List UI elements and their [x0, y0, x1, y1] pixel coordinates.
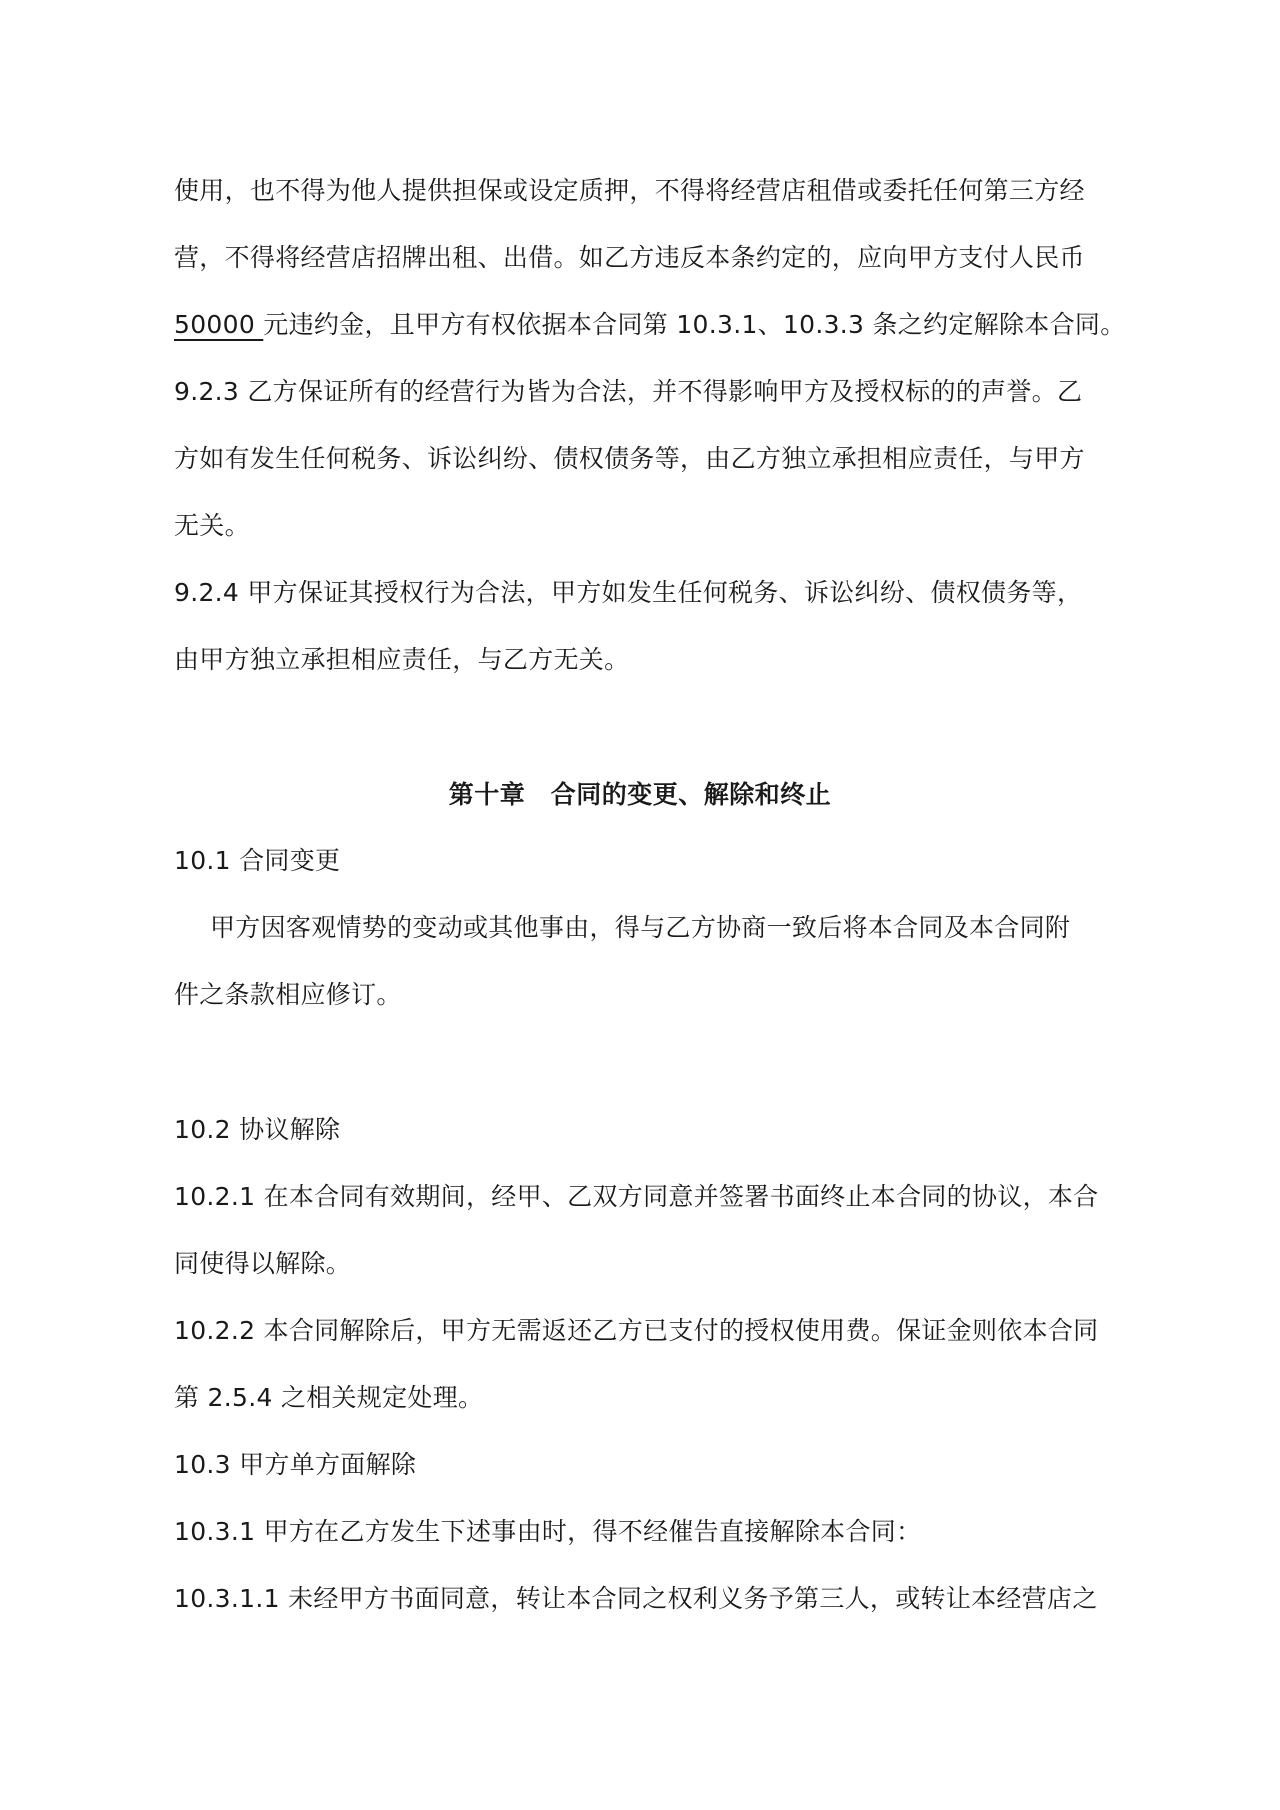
clause-9-2-3-line: 无关。 — [174, 511, 250, 540]
clause-9-2-3-line: 9.2.3 乙方保证所有的经营行为皆为合法，并不得影响甲方及授权标的的声誉。乙 — [174, 377, 1083, 406]
clause-9-2-3-line: 方如有发生任何税务、诉讼纠纷、债权债务等，由乙方独立承担相应责任，与甲方 — [174, 444, 1085, 473]
penalty-clause-rest: 元违约金，且甲方有权依据本合同第 10.3.1、10.3.3 条之约定解除本合同。 — [263, 310, 1126, 339]
clause-10-3-1-line: 10.3.1 甲方在乙方发生下述事由时，得不经催告直接解除本合同： — [174, 1517, 922, 1546]
clause-10-2-1-line: 10.2.1 在本合同有效期间，经甲、乙双方同意并签署书面终止本合同的协议，本合 — [174, 1182, 1099, 1211]
clause-text-line: 营，不得将经营店招牌出租、出借。如乙方违反本条约定的，应向甲方支付人民币 — [174, 243, 1085, 272]
section-10-1-title: 10.1 合同变更 — [174, 846, 341, 875]
section-10-3-title: 10.3 甲方单方面解除 — [174, 1450, 417, 1479]
section-10-1-text: 件之条款相应修订。 — [174, 980, 402, 1009]
clause-10-3-1-1-line: 10.3.1.1 未经甲方书面同意，转让本合同之权利义务予第三人，或转让本经营店之 — [174, 1584, 1098, 1613]
section-10-2-title: 10.2 协议解除 — [174, 1115, 341, 1144]
clause-9-2-4-line: 9.2.4 甲方保证其授权行为合法，甲方如发生任何税务、诉讼纠纷、债权债务等， — [174, 578, 1083, 607]
section-10-1-text: 甲方因客观情势的变动或其他事由，得与乙方协商一致后将本合同及本合同附 — [210, 913, 1071, 942]
clause-10-2-1-line: 同使得以解除。 — [174, 1249, 352, 1278]
clause-10-2-2-line: 第 2.5.4 之相关规定处理。 — [174, 1383, 484, 1412]
clause-10-2-2-line: 10.2.2 本合同解除后，甲方无需返还乙方已支付的授权使用费。保证金则依本合同 — [174, 1316, 1099, 1345]
penalty-amount: 50000 — [174, 310, 264, 339]
clause-text-line: 使用，也不得为他人提供担保或设定质押，不得将经营店租借或委托任何第三方经 — [174, 176, 1085, 205]
penalty-clause-line — [174, 308, 1126, 342]
chapter-title: 第十章 合同的变更、解除和终止 — [448, 780, 832, 809]
clause-9-2-4-line: 由甲方独立承担相应责任，与乙方无关。 — [174, 645, 630, 674]
